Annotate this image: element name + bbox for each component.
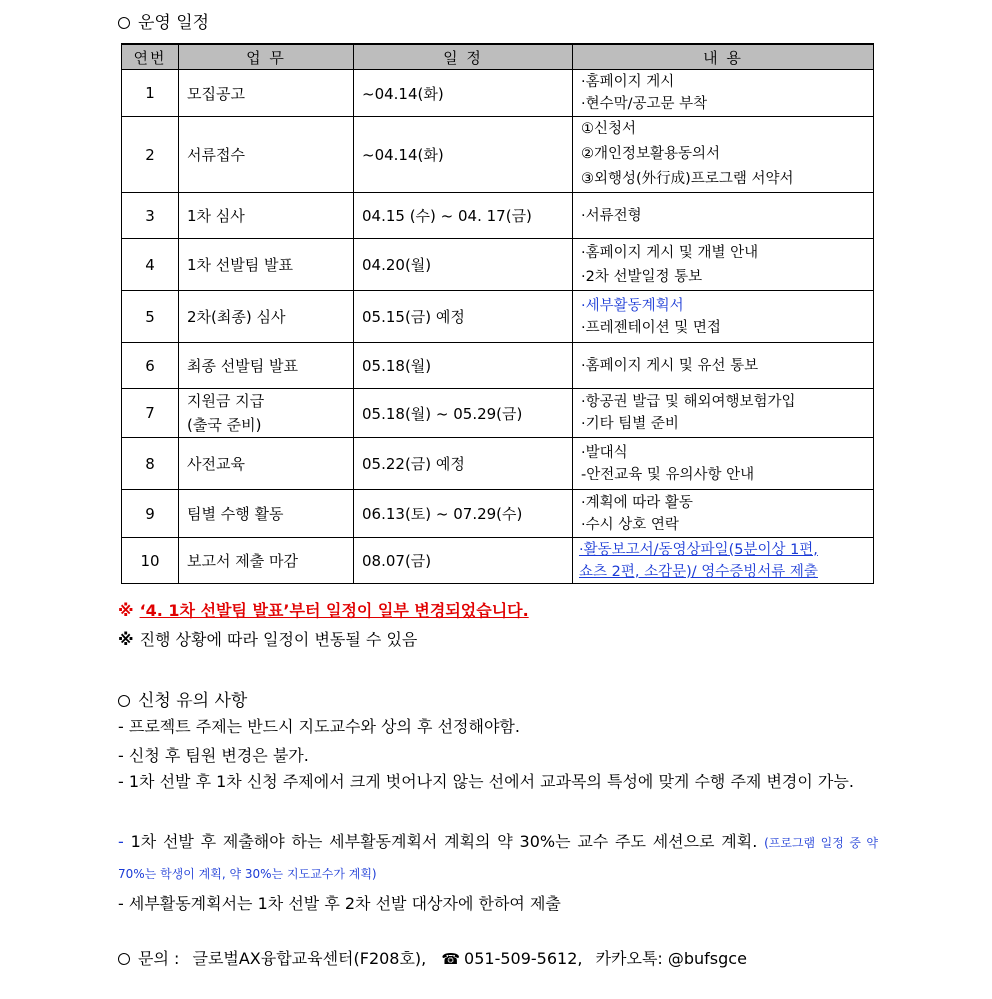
content-line: ·현수막/공고문 부착	[581, 96, 708, 112]
row-task: 1차 선발팀 발표	[179, 239, 354, 291]
header-date: 일 정	[354, 44, 573, 70]
change-notice-text: ‘4. 1차 선발팀 발표’부터 일정이 일부 변경되었습니다.	[139, 601, 529, 620]
row-date: 05.18(월) ~ 05.29(금)	[354, 389, 573, 438]
table-row	[122, 343, 874, 389]
row-content	[573, 438, 874, 490]
row-date: 05.22(금) 예정	[354, 438, 573, 490]
content-line: ·홈페이지 게시	[581, 74, 675, 90]
row-no: 7	[122, 389, 179, 438]
row-content	[573, 291, 874, 343]
content-line: ·활동보고서/동영상파일(5분이상 1편,	[579, 541, 818, 558]
contact-label: 문의 :	[138, 949, 180, 968]
row-content	[573, 490, 874, 538]
row-content	[573, 538, 874, 584]
caution-item: - 신청 후 팀원 변경은 불가.	[118, 746, 309, 765]
header-no: 연번	[122, 44, 179, 70]
row-no: 2	[122, 117, 179, 193]
row-date: 04.15 (수) ~ 04. 17(금)	[354, 193, 573, 239]
row-task: 1차 심사	[179, 193, 354, 239]
table-row	[122, 239, 874, 291]
row-no: 5	[122, 291, 179, 343]
caution-section-title	[118, 686, 247, 711]
row-date: 06.13(토) ~ 07.29(수)	[354, 490, 573, 538]
contact-kakao: 카카오톡: @bufsgce	[595, 949, 747, 968]
content-line: ·홈페이지 게시 및 개별 안내	[581, 244, 759, 261]
row-date: ~04.14(화)	[354, 70, 573, 117]
row-no: 8	[122, 438, 179, 490]
row-no: 4	[122, 239, 179, 291]
caution-item: - 세부활동계획서는 1차 선발 후 2차 선발 대상자에 한하여 제출	[118, 894, 561, 913]
caution-item	[118, 767, 878, 797]
task-line: (출국 준비)	[187, 416, 262, 434]
row-date: 08.07(금)	[354, 538, 573, 584]
table-row	[122, 117, 874, 193]
table-row	[122, 389, 874, 438]
row-no: 3	[122, 193, 179, 239]
row-task: 모집공고	[179, 70, 354, 117]
content-line: ·항공권 발급 및 해외여행보험가입	[581, 394, 796, 410]
row-content	[573, 70, 874, 117]
table-row	[122, 193, 874, 239]
content-line: ·발대식	[581, 444, 628, 461]
content-line: ·2차 선발일정 통보	[581, 268, 703, 285]
change-notice	[118, 598, 529, 621]
table-row	[122, 438, 874, 490]
content-line: ·계획에 따라 활동	[581, 494, 693, 511]
row-task: 최종 선발팀 발표	[179, 343, 354, 389]
row-task: 서류접수	[179, 117, 354, 193]
row-task: 팀별 수행 활동	[179, 490, 354, 538]
content-line: ·프레젠테이션 및 면접	[581, 319, 721, 336]
row-no: 6	[122, 343, 179, 389]
row-content	[573, 117, 874, 193]
row-date: 04.20(월)	[354, 239, 573, 291]
row-date: 05.15(금) 예정	[354, 291, 573, 343]
content-line: ①신청서	[581, 121, 637, 137]
row-content	[573, 389, 874, 438]
content-line: ③외행성(外行成)프로그램 서약서	[581, 171, 794, 187]
content-line: ·기타 팀별 준비	[581, 416, 679, 432]
reference-mark: ※	[118, 630, 134, 649]
header-content: 내 용	[573, 44, 874, 70]
row-task: 보고서 제출 마감	[179, 538, 354, 584]
row-date: ~04.14(화)	[354, 117, 573, 193]
row-date: 05.18(월)	[354, 343, 573, 389]
row-content	[573, 193, 874, 239]
header-task: 업 무	[179, 44, 354, 70]
row-no: 9	[122, 490, 179, 538]
schedule-title-text: 운영 일정	[138, 13, 210, 33]
circle-bullet-icon	[118, 695, 130, 707]
circle-bullet-icon	[118, 17, 130, 29]
caution-text: - 1차 선발 후 1차 신청 주제에서 크게 벗어나지 않는 선에서 교과목의 특성에 맞게 수행 주제 변경이 가능.	[118, 772, 854, 791]
row-task	[179, 389, 354, 438]
circle-bullet-icon	[118, 953, 130, 965]
task-line: 지원금 지급	[187, 392, 265, 410]
caution-text: 1차 선발 후 제출해야 하는 세부활동계획서 계획의 약 30%는 교수 주도 세션으로 계획.	[130, 832, 758, 851]
contact-line	[118, 946, 747, 969]
content-line: ·세부활동계획서	[581, 297, 684, 314]
content-line: -안전교육 및 유의사항 안내	[581, 466, 755, 483]
content-line: ·서류전형	[581, 207, 642, 224]
content-line: 쇼츠 2편, 소감문)/ 영수증빙서류 제출	[579, 563, 818, 580]
row-no: 1	[122, 70, 179, 117]
caution-item: - 프로젝트 주제는 반드시 지도교수와 상의 후 선정해야함.	[118, 717, 520, 736]
caution-item	[118, 827, 878, 889]
may-change-notice	[118, 627, 417, 650]
table-row	[122, 291, 874, 343]
caution-subnote: (프로그램 일정 중 약 70%는 학생이 계획, 약 30%는 지도교수가 계획)	[118, 836, 879, 881]
may-change-text: 진행 상황에 따라 일정이 변동될 수 있음	[139, 630, 418, 649]
schedule-table	[121, 43, 874, 584]
table-row	[122, 70, 874, 117]
contact-phone: 051-509-5612,	[464, 949, 583, 968]
table-row	[122, 490, 874, 538]
row-task: 2차(최종) 심사	[179, 291, 354, 343]
caution-title-text: 신청 유의 사항	[138, 691, 248, 711]
schedule-section-title	[118, 8, 209, 33]
row-no: 10	[122, 538, 179, 584]
contact-center: 글로벌AX융합교육센터(F208호),	[192, 949, 427, 968]
content-line: ②개인정보활용동의서	[581, 146, 721, 162]
table-header-row	[122, 44, 874, 70]
content-line: ·홈페이지 게시 및 유선 통보	[581, 357, 759, 374]
dash-marker: -	[118, 832, 131, 851]
row-content	[573, 239, 874, 291]
row-task: 사전교육	[179, 438, 354, 490]
reference-mark: ※	[118, 601, 134, 620]
content-line: ·수시 상호 연락	[581, 516, 679, 533]
table-row	[122, 538, 874, 584]
row-content	[573, 343, 874, 389]
phone-icon: ☎	[441, 950, 461, 968]
